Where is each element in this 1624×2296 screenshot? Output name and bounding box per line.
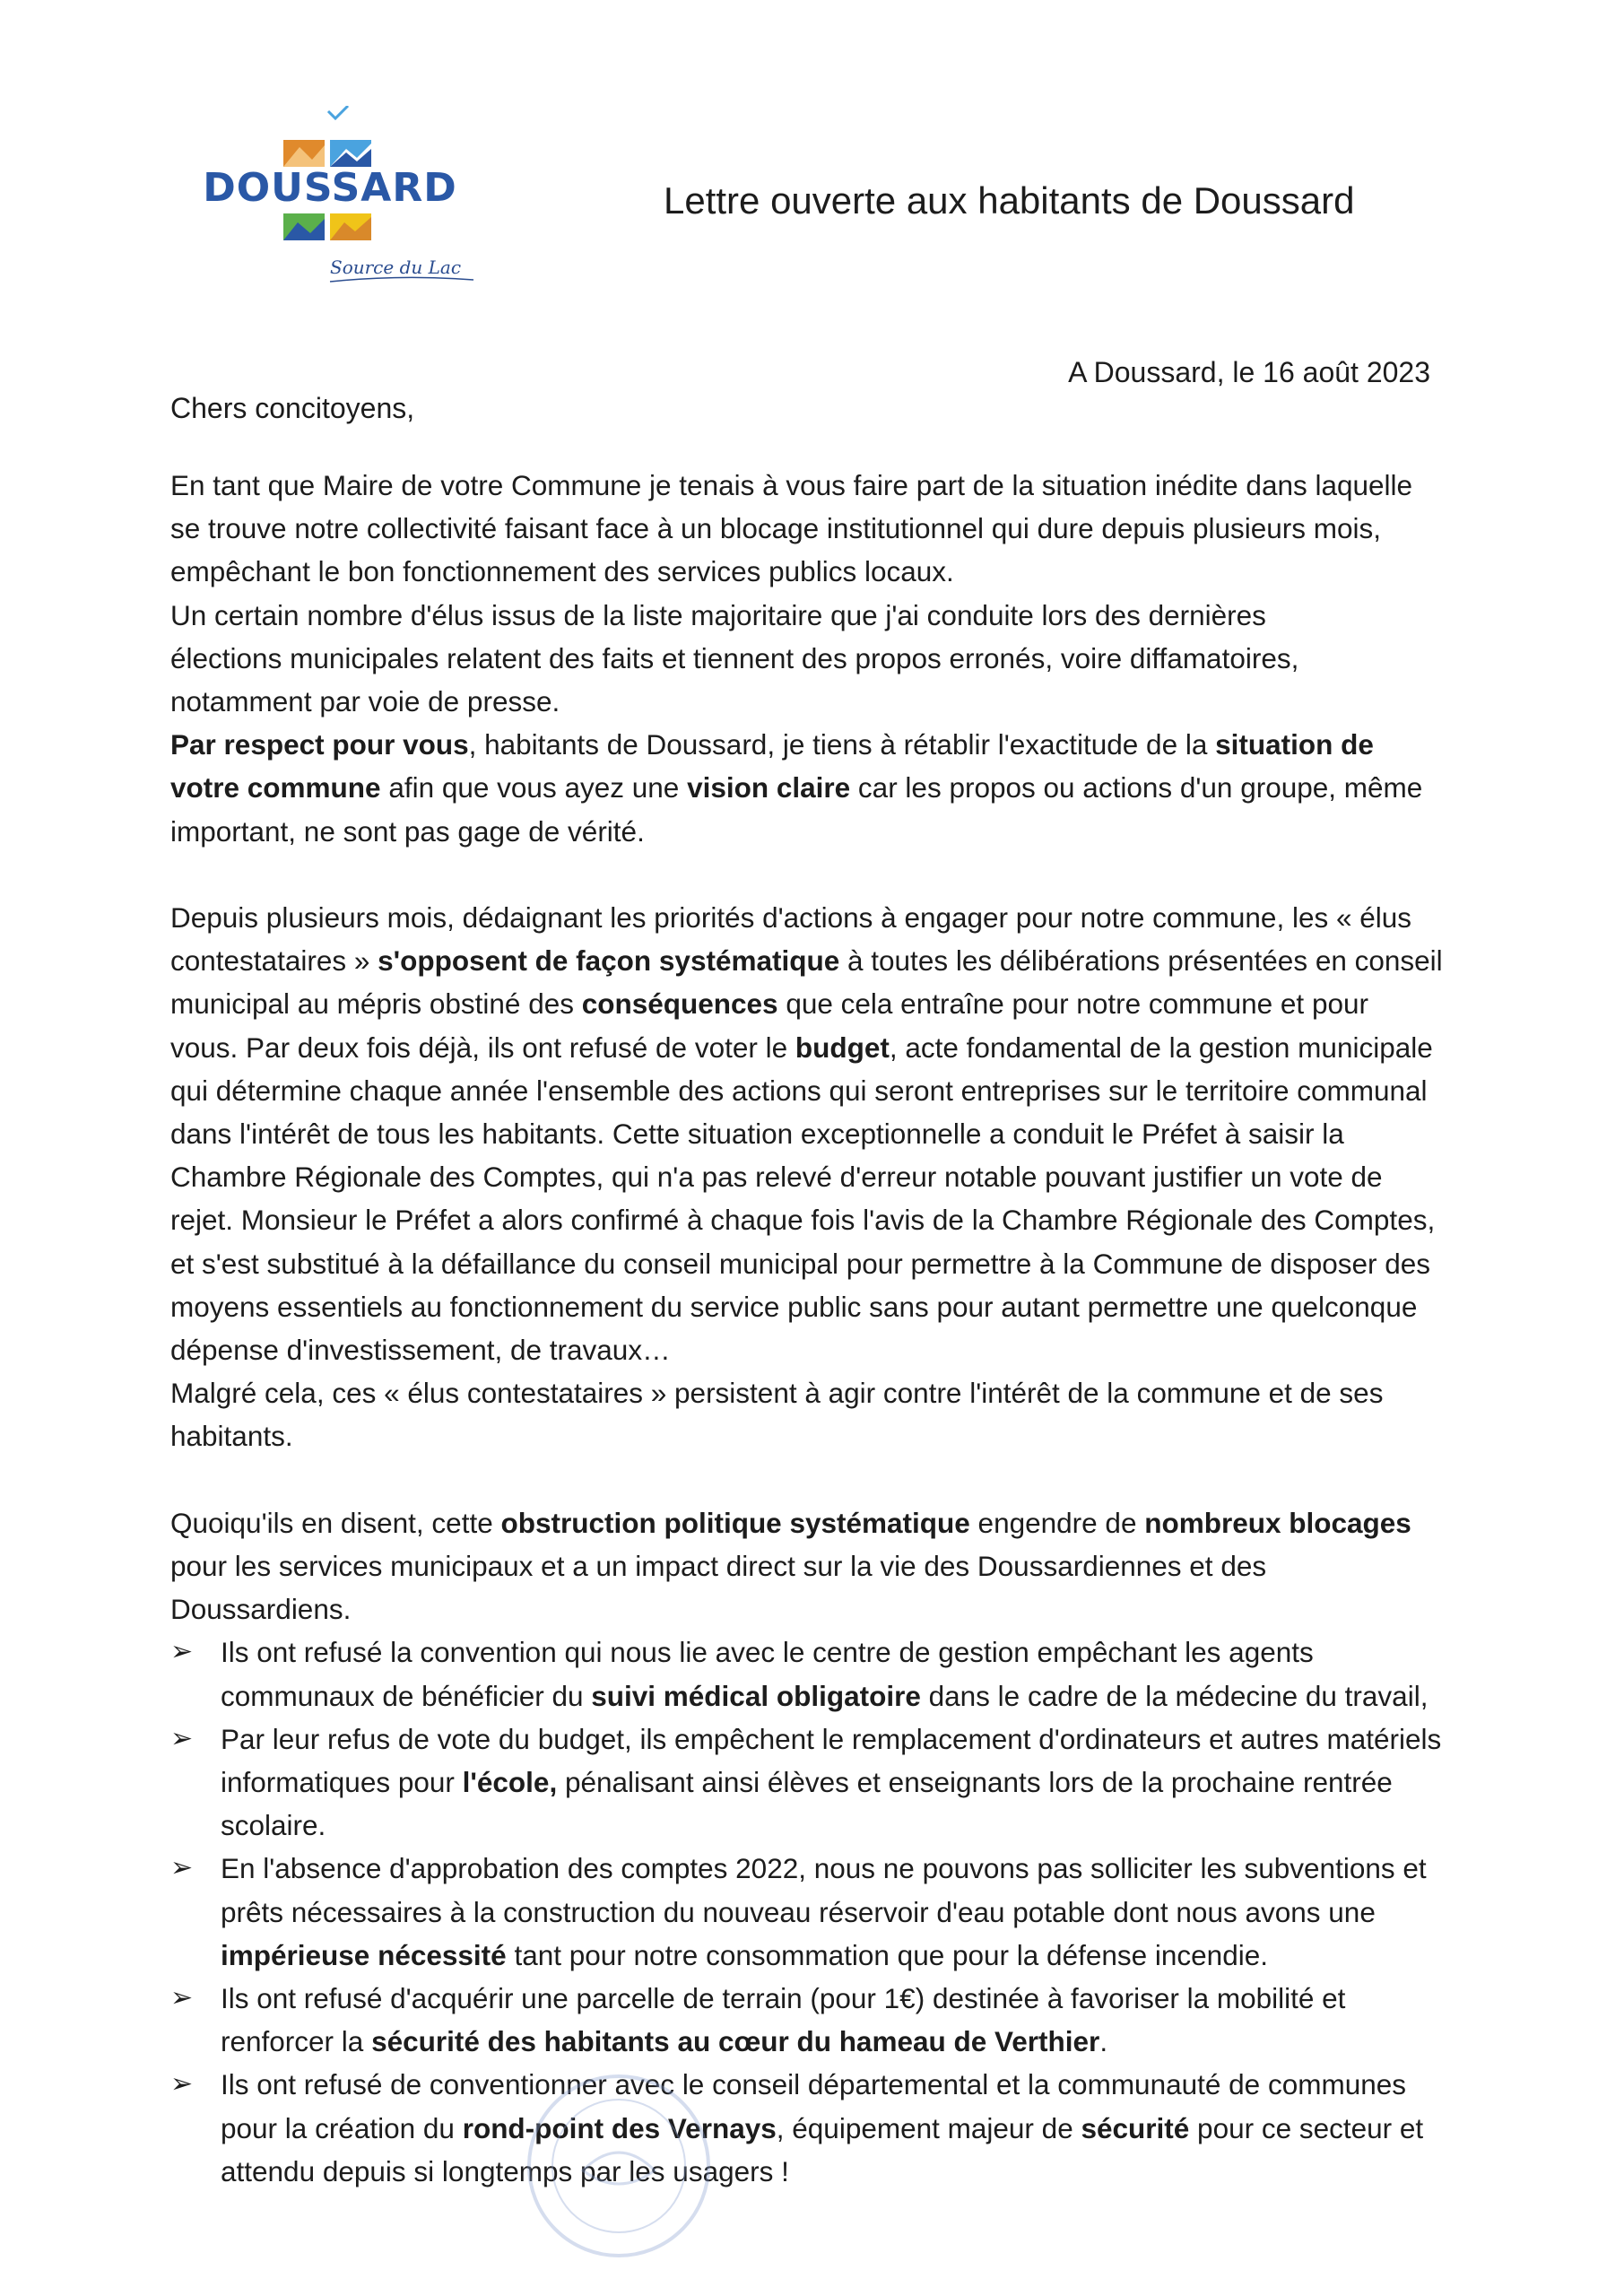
- bullet-text: Ils ont refusé de conventionner avec le conseil départemental et la communauté de communes pour la création du: [221, 2068, 1407, 2144]
- bullet-text: pénalisant ainsi élèves et enseignants lors de la prochaine rentrée scolaire.: [221, 1766, 1393, 1842]
- bullet-item-school: [170, 1718, 1444, 1848]
- paragraph-persist: Malgré cela, ces « élus contestataires » persistent à agir contre l'intérêt de la commune et de ses habitants.: [170, 1377, 1384, 1453]
- paragraph-text: pour les services municipaux et a un impact direct sur la vie des Doussardiennes et des Doussardiens.: [170, 1550, 1267, 1626]
- bullet-item-verthier: [170, 1977, 1444, 2063]
- bullet-text: Par leur refus de vote du budget, ils empêchent le remplacement d'ordinateurs et autres matériels informatiques pour: [221, 1722, 1442, 1799]
- bold-text: vision claire: [687, 771, 851, 804]
- bold-text: suivi médical obligatoire: [591, 1679, 921, 1712]
- paragraph-text: , acte fondamental de la gestion municipale qui détermine chaque année l'ensemble des actions qui seront entreprises sur le territoire communal dans l'intérêt de tous les habitants. Cette situation exceptionnelle a conduit le Préfet à saisir la Chambre Régionale des Comptes, qui n'a pas relevé d'erreur notable pouvant justifier un vote de rejet. Monsieur le Préfet a alors confirmé à chaque fois l'avis de la Chambre Régionale des Comptes, et s'est substitué à la défaillance du conseil municipal pour permettre à la Commune de disposer des moyens essentiels au fonctionnement du service public sans pour autant permettre une quelconque dépense d'investissement, de travaux…: [170, 1031, 1436, 1367]
- paragraph-text: à toutes les délibérations présentées en conseil municipal au mépris obstiné des: [170, 944, 1443, 1021]
- bold-text: budget: [795, 1031, 890, 1064]
- bold-text: situation de votre commune: [170, 728, 1374, 804]
- letter-body: [170, 464, 1444, 2193]
- bullet-text: Ils ont refusé la convention qui nous lie avec le centre de gestion empêchant les agents communaux de bénéficier du: [221, 1636, 1314, 1712]
- bullet-text: .: [1099, 2025, 1108, 2058]
- bold-text: s'opposent de façon systématique: [378, 944, 840, 978]
- arrow-bullet-icon: ➢: [170, 1723, 194, 1753]
- logo-wordmark: DOUSSARD: [203, 165, 457, 211]
- bullet-item-water: [170, 1847, 1444, 1977]
- bullet-item-roundabout: [170, 2063, 1444, 2193]
- doussard-logo: [178, 106, 482, 294]
- bold-text: sécurité des habitants au cœur du hameau de Verthier: [371, 2025, 1100, 2058]
- page-title: Lettre ouverte aux habitants de Doussard: [664, 179, 1355, 222]
- paragraph-opposition: [170, 896, 1444, 1371]
- arrow-bullet-icon: ➢: [170, 1637, 194, 1667]
- logo-tagline: Source du Lac: [330, 257, 462, 278]
- arrow-bullet-icon: ➢: [170, 1983, 194, 2013]
- bullet-text: Ils ont refusé d'acquérir une parcelle de terrain (pour 1€) destinée à favoriser la mobilité et renforcer la: [221, 1982, 1346, 2058]
- bold-text: nombreux blocages: [1144, 1506, 1411, 1539]
- bold-text: obstruction politique systématique: [500, 1506, 970, 1539]
- arrow-bullet-icon: ➢: [170, 1853, 194, 1883]
- paragraph-text: élections municipales relatent des faits et tiennent des propos erronés, voire diffamatoires, notamment par voie de presse.: [170, 641, 1299, 718]
- official-stamp-icon: [498, 2063, 740, 2269]
- paragraph-intro: En tant que Maire de votre Commune je tenais à vous faire part de la situation inédite dans laquelle se trouve notre collectivité faisant face à un blocage institutionnel qui dure depuis plusieurs mois, empêchant le bon fonctionnement des services publics locaux.: [170, 469, 1413, 588]
- bold-text: rond-point des Vernays: [462, 2111, 777, 2144]
- paragraph-spacer: [170, 853, 1444, 896]
- bold-text: Par respect pour vous: [170, 728, 469, 761]
- paragraph-line: Un certain nombre d'élus issus de la liste majoritaire que j'ai conduite lors des dernières: [170, 598, 1266, 631]
- bullet-text: En l'absence d'approbation des comptes 2022, nous ne pouvons pas solliciter les subventions et prêts nécessaires à la construction du nouveau réservoir d'eau potable dont nous avons une: [221, 1852, 1427, 1928]
- bold-text: conséquences: [581, 987, 778, 1021]
- bold-text: impérieuse nécessité: [221, 1938, 507, 1971]
- paragraph-text: engendre de: [969, 1506, 1145, 1539]
- bullet-text: tant pour notre consommation que pour la défense incendie.: [506, 1938, 1268, 1971]
- paragraph-elected-officials: [170, 594, 1444, 724]
- arrow-bullet-icon: ➢: [170, 2069, 194, 2100]
- bullet-text: dans le cadre de la médecine du travail,: [920, 1679, 1429, 1712]
- bullet-item-medical: [170, 1631, 1444, 1717]
- bold-text: sécurité: [1081, 2111, 1190, 2144]
- paragraph-text: car les propos ou actions d'un groupe, même important, ne sont pas gage de vérité.: [170, 771, 1423, 848]
- paragraph-spacer: [170, 1458, 1444, 1501]
- paragraph-text: Depuis plusieurs mois, dédaignant les priorités d'actions à engager pour notre commune, les « élus contestataires »: [170, 901, 1412, 978]
- paragraph-text: afin que vous ayez une: [380, 771, 688, 804]
- salutation: Chers concitoyens,: [170, 392, 415, 424]
- bold-text: l'école,: [462, 1766, 558, 1799]
- letter-date: A Doussard, le 16 août 2023: [1068, 356, 1430, 388]
- paragraph-text: , habitants de Doussard, je tiens à rétablir l'exactitude de la: [468, 728, 1216, 761]
- paragraph-obstruction: [170, 1501, 1444, 1631]
- bullet-text: , équipement majeur de: [776, 2111, 1081, 2144]
- bullet-text: pour ce secteur et attendu depuis si longtemps par les usagers !: [221, 2111, 1424, 2187]
- paragraph-text: que cela entraîne pour notre commune et pour vous. Par deux fois déjà, ils ont refusé de voter le: [170, 987, 1368, 1064]
- paragraph-respect: [170, 723, 1444, 853]
- paragraph-text: Quoiqu'ils en disent, cette: [170, 1506, 501, 1539]
